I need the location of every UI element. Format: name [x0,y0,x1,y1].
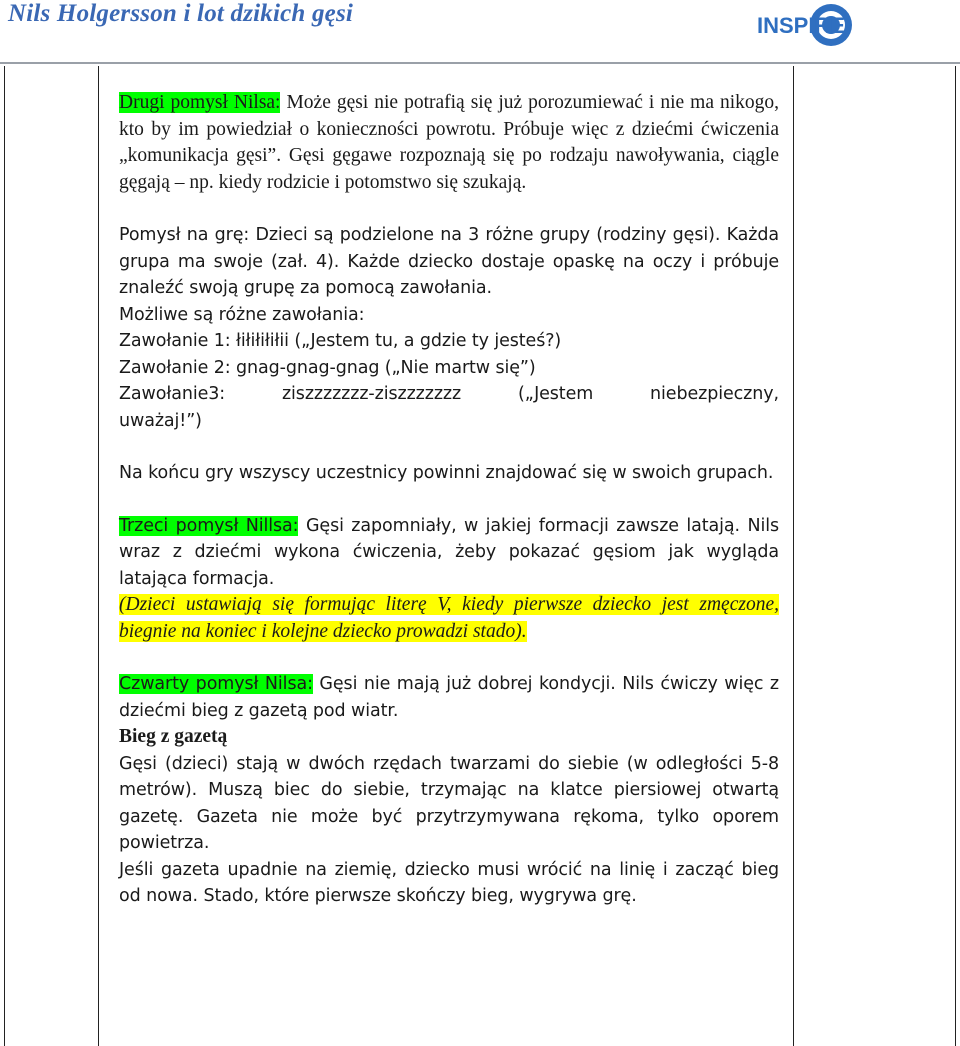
idea2-paragraph [119,90,779,196]
idea4-text: Gęsi nie mają już dobrej kondycji. Nils ćwiczy więc z dziećmi bieg z gazetą pod wiatr. [119,674,780,721]
idea4-para1: Gęsi (dzieci) stają w dwóch rzędach twarzami do siebie (w odległości 5-8 metrów). Muszą biec do siebie, trzymając na klatce piersiowej otwartą gazetę. Gazeta nie może być przytrzymywana rękoma, tylko oporem powietrza. [119,753,779,853]
calls-intro: Możliwe są różne zawołania: [119,304,365,325]
idea2-label: Drugi pomysł Nilsa: [119,92,281,113]
game-section [119,222,779,592]
idea4-heading: Bieg z gazetą [119,726,228,747]
call-3-meaning-b: niebezpieczny, [650,384,779,404]
idea4-paragraph [119,671,779,724]
idea3-italic-note: (Dzieci ustawiają się formując literę V, kiedy pierwsze dziecko jest zmęczone, biegnie na koniec i kolejne dziecko prowadzi stado). [119,594,779,642]
game-ending: Na końcu gry wszyscy uczestnicy powinni znajdować się w swoich grupach. [119,463,774,483]
inspire-logo [755,0,855,54]
idea3-text: Gęsi zapomniały, w jakiej formacji zawsze latają. Nils wraz z dziećmi wykona ćwiczenia, żeby pokazać gęsiom jak wygląda latająca formacja. [119,515,780,589]
call-3-sound: ziszzzzzzz-ziszzzzzzz [281,384,462,404]
call-2: Zawołanie 2: gnag-gnag-gnag („Nie martw się”) [119,357,536,378]
idea2-text: Może gęsi nie potrafią się już porozumiewać i nie ma nikogo, kto by im powiedział o konieczności powrotu. Próbuje więc z dziećmi ćwiczenia „komunikacja gęsi”. Gęsi gęgawe rozpoznają się po rodzaju nawoływania, ciągle gęgają – np. kiedy rodzicie i potomstwo się szukają. [119,92,780,193]
game-intro: Pomysł na grę: Dzieci są podzielone na 3 różne grupy (rodziny gęsi). Każda grupa ma swoje (zał. 4). Każde dziecko dostaje opaskę na oczy i próbuje znaleźć swoją grupę za pomocą zawołania. [119,225,779,298]
logo-text: INSPIRE [757,13,846,38]
header-divider [0,62,960,64]
idea3-paragraph [119,513,779,593]
call-3-meaning-a: („Jestem [517,384,594,404]
idea4-label: Czwarty pomysł Nilsa: [119,674,313,694]
main-content [119,90,779,910]
table-column-divider-right [793,66,794,1046]
call-3 [119,381,779,408]
table-column-divider-left [98,66,99,1046]
call-3-label: Zawołanie3: [119,384,226,404]
document-title: Nils Holgersson i lot dzikich gęsi [8,0,354,27]
idea4-body [119,751,779,910]
idea4-para2: Jeśli gazeta upadnie na ziemię, dziecko musi wrócić na linię i zacząć bieg od nowa. Stado, które pierwsze skończy bieg, wygrywa grę. [119,859,779,906]
call-3-end: uważaj!”) [119,410,202,431]
call-1: Zawołanie 1: łiłiłiłiłii („Jestem tu, a gdzie ty jesteś?) [119,331,562,351]
idea4-section [119,671,779,724]
idea3-note-paragraph [119,592,779,645]
idea3-label: Trzeci pomysł Nillsa: [119,515,299,536]
